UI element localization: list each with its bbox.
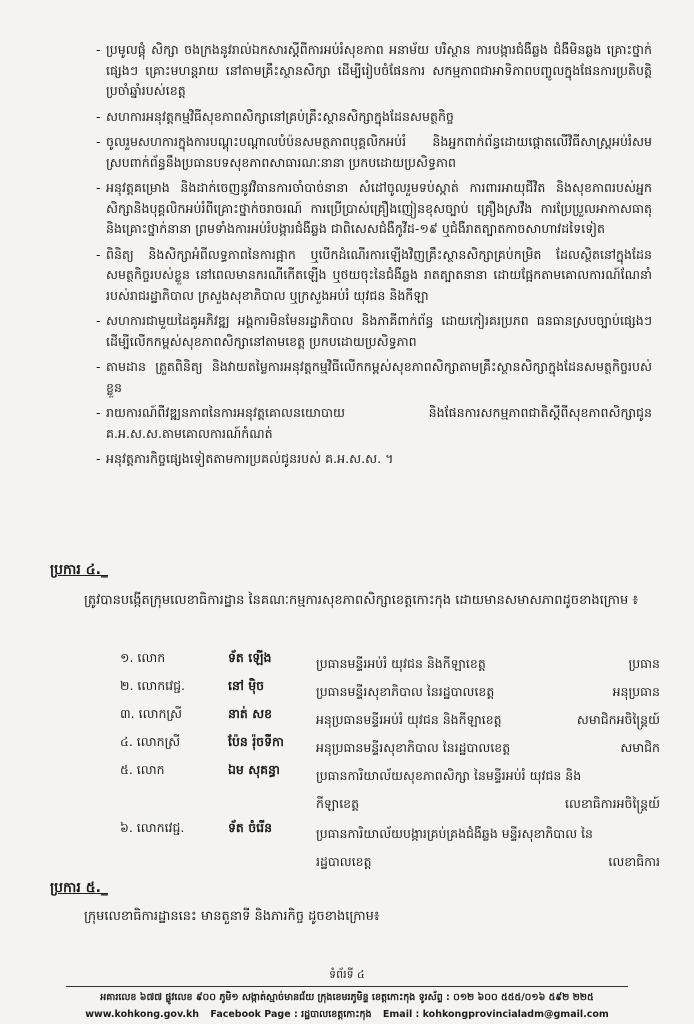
member-position: អនុប្រធានមន្ទីរអប់រំ យុវជន និងកីឡាខេត្ត: [316, 712, 502, 727]
member-row: [120, 678, 660, 706]
page-number: ទំព័រទី ៤: [329, 968, 365, 981]
article-4-text: ត្រូវបានបង្កើតក្រុមលេខាធិការដ្ឋាន នៃគណៈកម្មការសុខភាពសិក្សាខេត្តកោះកុង ដោយមានសមាសភាពដូចខាងក្រោម ៖: [84, 593, 639, 608]
list-item: - អនុវត្តភារកិច្ចផ្សេងទៀតតាមការប្រគល់ជូនរបស់ គ.អ.ស.ស. ។: [96, 449, 652, 470]
member-title: ៣. លោកស្រី: [120, 706, 183, 721]
bullet-list: [96, 40, 652, 475]
member-role: លេខាធិការ: [608, 854, 660, 869]
list-item-text: រាយការណ៍ពីវឌ្ឍនភាពនៃការអនុវត្តគោលនយោបាយ និងផែនការសកម្មភាពជាតិស្តីពីសុខភាពសិក្សាជូន គ.អ.ស.ស.តាមគោលការណ៍កំណត់: [106, 405, 652, 441]
list-item-text: សហការអនុវត្តកម្មវិធីសុខភាពសិក្សានៅគ្រប់គ្រឹះស្ថានសិក្សាក្នុងដែនសមត្ថកិច្ច: [106, 108, 454, 124]
list-item: - រាយការណ៍ពីវឌ្ឍនភាពនៃការអនុវត្តគោលនយោបាយ និងផែនការសកម្មភាពជាតិស្តីពីសុខភាពសិក្សាជូន គ.អ.ស.ស.តាមគោលការណ៍កំណត់: [96, 403, 652, 444]
member-list: [120, 650, 660, 878]
member-position: ប្រធានមន្ទីរសុខាភិបាល នៃរដ្ឋបាលខេត្ត: [316, 684, 495, 699]
member-role: សមាជិកអចិន្ត្រៃយ៍: [576, 712, 660, 727]
footer-website-link[interactable]: www.kohkong.gov.kh: [85, 1009, 200, 1020]
list-item: - អនុវត្តគម្រោង និងដាក់ចេញនូវវិធានការចាំបាច់នានា សំដៅចូលរួមទប់ស្កាត់ ការពារអាយុជីវិត និងសុខភាពរបស់អ្នកសិក្សានិងបុគ្គលិកអប់រំពីគ្រោះថ្នាក់ចរាចរណ៍ ការប្រើប្រាស់គ្រឿងញៀនខុសច្បាប់ គ្រឿងស្រវឹង ការប្រែប្រួលអាកាសធាតុ និងគ្រោះថ្នាក់នានា ព្រមទាំងការអប់រំបង្ការជំងឺឆ្លង ជាពិសេសជំងឺកូវីដ-១៩ ឬជំងឺរាតត្បាតកាចសាហាវដទៃទៀត: [96, 178, 652, 240]
member-row: [120, 762, 660, 820]
list-item-text: អនុវត្តគម្រោង និងដាក់ចេញនូវវិធានការចាំបាច់នានា សំដៅចូលរួមទប់ស្កាត់ ការពារអាយុជីវិត និងសុខភាពរបស់អ្នកសិក្សានិងបុគ្គលិកអប់រំពីគ្រោះថ្នាក់ចរាចរណ៍ ការប្រើប្រាស់គ្រឿងញៀនខុសច្បាប់ គ្រឿងស្រវឹង ការប្រែប្រួលអាកាសធាតុ និងគ្រោះថ្នាក់នានា ព្រមទាំងការអប់រំបង្ការជំងឺឆ្លង ជាពិសេសជំងឺកូវីដ-១៩ ឬជំងឺរាតត្បាតកាចសាហាវដទៃទៀត: [106, 180, 652, 236]
footer-contacts: [0, 1008, 694, 1022]
member-role: ប្រធាន: [628, 656, 660, 671]
list-item-text: ពិនិត្យ និងសិក្សាអំពីលទ្ធភាពនៃការផ្អាក ឬបើកដំណើរការឡើងវិញគ្រឹះស្ថានសិក្សាគ្រប់កម្រិត ដែលស្ថិតនៅក្នុងដែនសមត្ថកិច្ចរបស់ខ្លួន នៅពេលមានករណីកើតឡើង ឬថយចុះនៃជំងឺឆ្លង រាតត្បាតនានា ដោយផ្អែកតាមគោលការណ៍ណែនាំរបស់រាជរដ្ឋាភិបាល ក្រសួងសុខាភិបាល ឬក្រសួងអប់រំ យុវជន និងកីឡា: [106, 246, 652, 303]
member-name: ប៉ែន រ៉ុចទីកា: [228, 734, 284, 749]
footer-address: អគារលេខ ៦៧៧ ផ្លូវលេខ ៩០០ ភូមិ១ សង្កាត់ស្មាច់មានជ័យ ក្រុងខេមរភូមិន្ទ ខេត្តកោះកុង ទូរស័ព្ទ : ០១២ ៦០០ ៥៥៥/០១៦ ៥៩២ ២២៥: [100, 992, 594, 1003]
list-item-text: អនុវត្តភារកិច្ចផ្សេងទៀតតាមការប្រគល់ជូនរបស់ គ.អ.ស.ស. ។: [106, 451, 394, 466]
member-row: [120, 706, 660, 734]
article-4-heading: ប្រការ ៤._: [50, 562, 108, 578]
list-item: - ប្រមូលផ្តុំ សិក្សា ចងក្រងនូវរាល់ឯកសារស្តីពីការអប់រំសុខភាព អនាម័យ បរិស្ថាន ការបង្ការជំងឺឆ្លង ជំងឺមិនឆ្លង គ្រោះថ្នាក់ផ្សេងៗ គ្រោះមហន្តរាយ នៅតាមគ្រឹះស្ថានសិក្សា ដើម្បីរៀបចំផែនការ សកម្មភាពជាអាទិភាពបញ្ចូលក្នុងផែនការប្រតិបត្តិប្រចាំឆ្នាំរបស់ខេត្ត: [96, 40, 652, 102]
member-role: អនុប្រធាន: [612, 684, 660, 699]
list-item-text: តាមដាន ត្រួតពិនិត្យ និងវាយតម្លៃការអនុវត្តកម្មវិធីលើកកម្ពស់សុខភាពសិក្សាតាមគ្រឹះស្ថានសិក្សាក្នុងដែនសមត្ថកិច្ចរបស់ខ្លួន: [106, 359, 652, 395]
member-title: ៦. លោកវេជ្ជ.: [120, 820, 185, 835]
member-row: [120, 820, 660, 878]
member-row: [120, 650, 660, 678]
member-row: [120, 734, 660, 762]
member-position: អនុប្រធានមន្ទីរសុខាភិបាល នៃរដ្ឋបាលខេត្ត: [316, 740, 511, 755]
list-item-text: សហការជាមួយដៃគូអភិវឌ្ឍ អង្គការមិនមែនរដ្ឋាភិបាល និងភាគីពាក់ព័ន្ធ ដោយកៀរគរប្រភព ធនធានស្របច្បាប់ផ្សេងៗ ដើម្បីលើកកម្ពស់សុខភាពសិក្សានៅតាមខេត្ត ប្រកបដោយប្រសិទ្ធភាព: [106, 313, 652, 349]
member-name: ឯម សុគន្ធា: [228, 762, 280, 777]
member-title: ៥. លោក: [120, 762, 165, 777]
list-item-text: ប្រមូលផ្តុំ សិក្សា ចងក្រងនូវរាល់ឯកសារស្តីពីការអប់រំសុខភាព អនាម័យ បរិស្ថាន ការបង្ការជំងឺឆ្លង ជំងឺមិនឆ្លង គ្រោះថ្នាក់ផ្សេងៗ គ្រោះមហន្តរាយ នៅតាមគ្រឹះស្ថានសិក្សា ដើម្បីរៀបចំផែនការ សកម្មភាពជាអាទិភាពបញ្ចូលក្នុងផែនការប្រតិបត្តិប្រចាំឆ្នាំរបស់ខេត្ត: [106, 42, 652, 98]
member-title: ១. លោក: [120, 650, 166, 665]
list-item-text: ចូលរួមសហការក្នុងការបណ្តុះបណ្តាលបំប៉នសមត្ថភាពបុគ្គលិកអប់រំ និងអ្នកពាក់ព័ន្ធដោយផ្តោតលើវិធីសាស្ត្រអប់រំសមស្របពាក់ព័ន្ធនឹងប្រធានបទសុខភាពសាធារណៈនានា ប្រកបដោយប្រសិទ្ធភាព: [106, 134, 652, 170]
member-name: នៅ ម៉ិច: [228, 678, 265, 693]
footer-divider: [66, 986, 628, 987]
footer-facebook-link[interactable]: Facebook Page : រដ្ឋបាលខេត្តកោះកុង: [210, 1009, 372, 1020]
list-item: - ពិនិត្យ និងសិក្សាអំពីលទ្ធភាពនៃការផ្អាក ឬបើកដំណើរការឡើងវិញគ្រឹះស្ថានសិក្សាគ្រប់កម្រិត ដែលស្ថិតនៅក្នុងដែនសមត្ថកិច្ចរបស់ខ្លួន នៅពេលមានករណីកើតឡើង ឬថយចុះនៃជំងឺឆ្លង រាតត្បាតនានា ដោយផ្អែកតាមគោលការណ៍ណែនាំរបស់រាជរដ្ឋាភិបាល ក្រសួងសុខាភិបាល ឬក្រសួងអប់រំ យុវជន និងកីឡា: [96, 245, 652, 307]
article-5-heading: ប្រការ ៥._: [50, 880, 108, 896]
member-title: ៤. លោកស្រី: [120, 734, 181, 749]
member-name: នាត់ សខ: [228, 706, 273, 721]
article-5-text: ក្រុមលេខាធិការដ្ឋាននេះ មានតួនាទី និងភារកិច្ច ដូចខាងក្រោម៖: [84, 909, 380, 924]
list-item: - សហការអនុវត្តកម្មវិធីសុខភាពសិក្សានៅគ្រប់គ្រឹះស្ថានសិក្សាក្នុងដែនសមត្ថកិច្ច: [96, 107, 652, 128]
member-position: ប្រធានការិយាល័យបង្ការគ្រប់គ្រងជំងឺឆ្លង មន្ទីរសុខាភិបាល នៃរដ្ឋបាលខេត្ត: [316, 826, 593, 869]
list-item: - សហការជាមួយដៃគូអភិវឌ្ឍ អង្គការមិនមែនរដ្ឋាភិបាល និងភាគីពាក់ព័ន្ធ ដោយកៀរគរប្រភព ធនធានស្របច្បាប់ផ្សេងៗ ដើម្បីលើកកម្ពស់សុខភាពសិក្សានៅតាមខេត្ត ប្រកបដោយប្រសិទ្ធភាព: [96, 311, 652, 352]
member-role: លេខាធិការអចិន្ត្រៃយ៍: [565, 796, 660, 811]
member-name: ទ័ត ឡើង: [228, 650, 272, 665]
list-item: - ចូលរួមសហការក្នុងការបណ្តុះបណ្តាលបំប៉នសមត្ថភាពបុគ្គលិកអប់រំ និងអ្នកពាក់ព័ន្ធដោយផ្តោតលើវិធីសាស្ត្រអប់រំសមស្របពាក់ព័ន្ធនឹងប្រធានបទសុខភាពសាធារណៈនានា ប្រកបដោយប្រសិទ្ធភាព: [96, 132, 652, 173]
member-name: ទ័ត ចំរើន: [228, 820, 273, 835]
member-title: ២. លោកវេជ្ជ.: [120, 678, 186, 693]
list-item: - តាមដាន ត្រួតពិនិត្យ និងវាយតម្លៃការអនុវត្តកម្មវិធីលើកកម្ពស់សុខភាពសិក្សាតាមគ្រឹះស្ថានសិក្សាក្នុងដែនសមត្ថកិច្ចរបស់ខ្លួន: [96, 357, 652, 398]
member-position: ប្រធានមន្ទីរអប់រំ យុវជន និងកីឡាខេត្ត: [316, 656, 486, 671]
member-position: ប្រធានការិយាល័យសុខភាពសិក្សា នៃមន្ទីរអប់រំ យុវជន និងកីឡាខេត្ត: [316, 768, 582, 811]
member-role: សមាជិក: [620, 740, 660, 755]
footer-email-link[interactable]: Email : kohkongprovincialadm@gmail.com: [382, 1009, 609, 1020]
